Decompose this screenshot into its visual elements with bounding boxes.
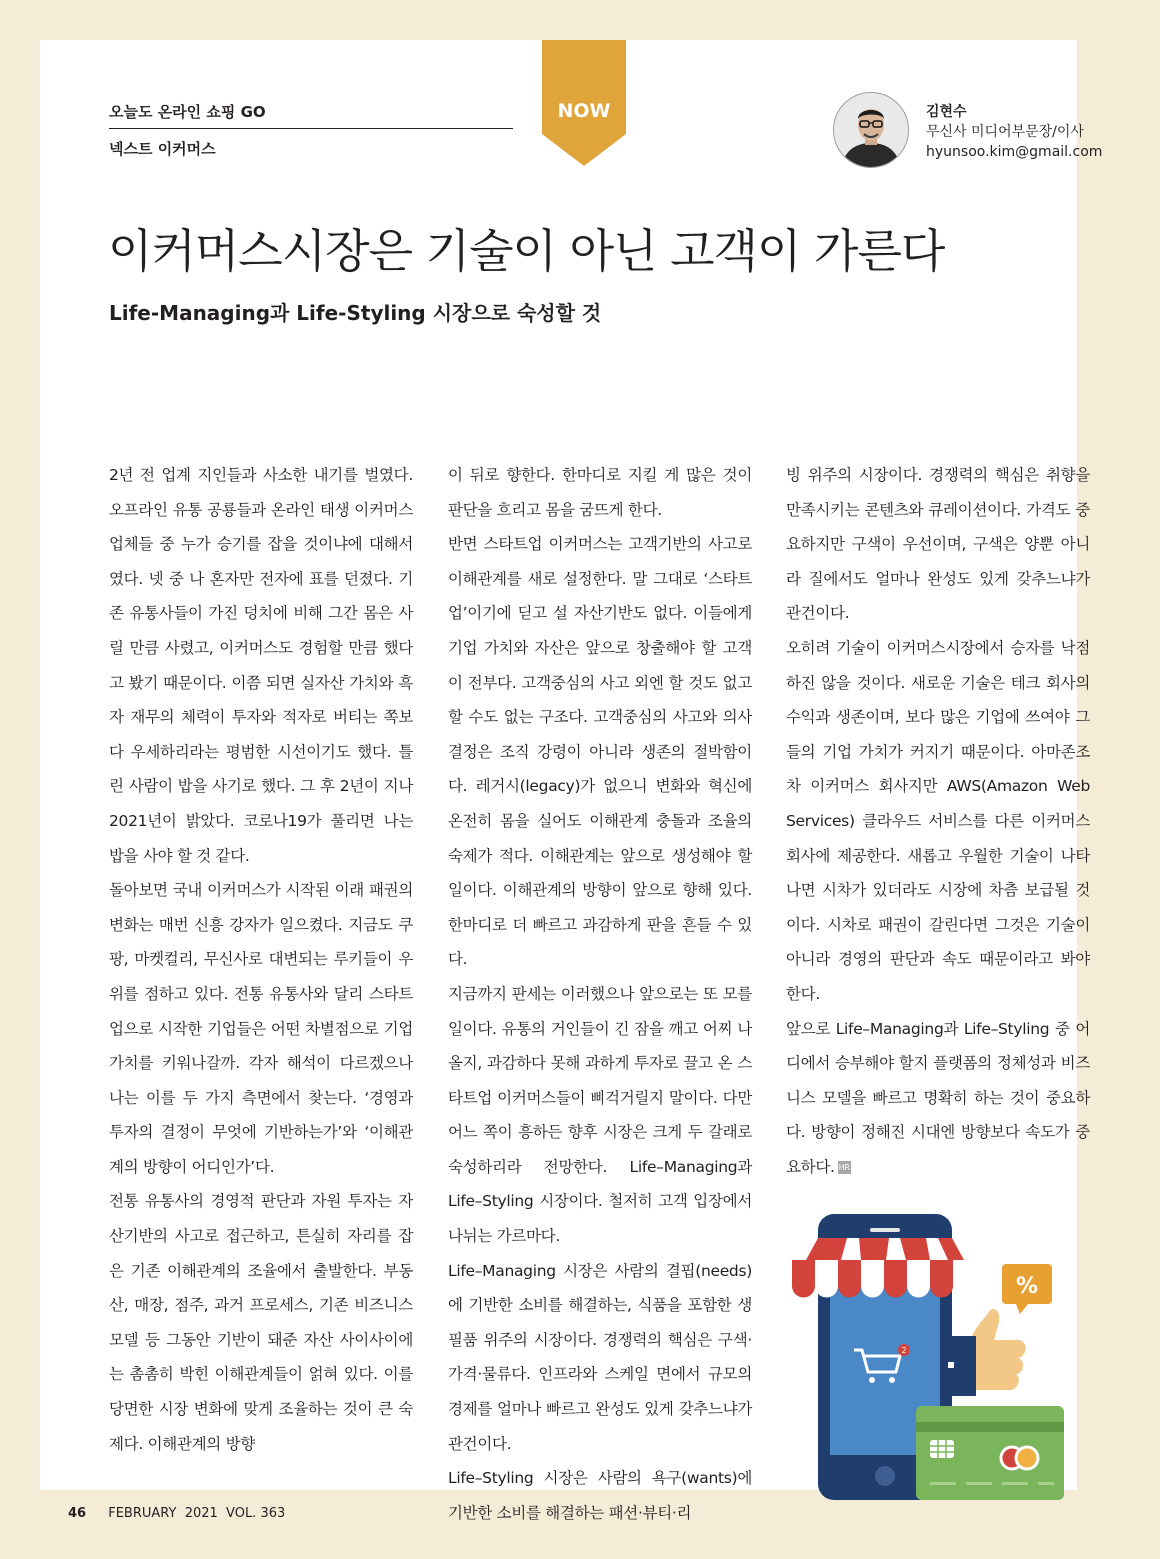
- author-title: 무신사 미디어부문장/이사: [926, 124, 1084, 140]
- article-title: 이커머스시장은 기술이 아닌 고객이 가른다: [108, 224, 945, 278]
- paragraph: 지금까지 판세는 이러했으나 앞으로는 또 모를 일이다. 유통의 거인들이 긴 잠을 깨고 어찌 나올지, 과감하다 못해 과하게 투자로 끌고 온 스타트업 이커머스들이 삐걱거릴지 말이다. 다만 어느 쪽이 흥하든 향후 시장은 크게 두 갈래로 숙성하리라 전망한다. Life–Managing과 Life–Styling 시장이다. 철저히 고객 입장에서 나뉘는 가르마다.: [448, 984, 752, 1246]
- section-header: [109, 101, 513, 159]
- author-email[interactable]: hyunsoo.kim@gmail.com: [926, 144, 1103, 160]
- shopping-phone-icon: [780, 1210, 1080, 1505]
- paragraph: 2년 전 업계 지인들과 사소한 내기를 벌였다. 오프라인 유통 공룡들과 온라인 태생 이커머스 업체들 중 누가 승기를 잡을 것이냐에 대해서였다. 넷 중 나 혼자만 전자에 표를 던졌다. 기존 유통사들이 가진 덩치에 비해 그간 몸은 사릴 만큼 사렸고, 이커머스도 경험할 만큼 했다고 봤기 때문이다. 이쯤 되면 실자산 가치와 흑자 재무의 체력이 투자와 적자로 버티는 쪽보다 우세하리라는 평범한 시선이기도 했다. 틀린 사람이 밥을 사기로 했다. 그 후 2년이 지나 2021년이 밝았다. 코로나19가 풀리면 나는 밥을 사야 할 것 같다.: [109, 466, 413, 865]
- discount-tag-icon: [1002, 1264, 1052, 1314]
- paragraph: 돌아보면 국내 이커머스가 시작된 이래 패권의 변화는 매번 신흥 강자가 일으켰다. 지금도 쿠팡, 마켓컬리, 무신사로 대변되는 루키들이 우위를 점하고 있다. 전통 유통사와 달리 스타트업으로 시작한 기업들은 어떤 차별점으로 기업 가치를 키워나갈까. 각자 해석이 다르겠으나 나는 이를 두 가지 측면에서 찾는다. ‘경영과 투자의 결정이 무엇에 기반하는가’와 ‘이해관계의 방향이 어디인가’다.: [109, 881, 413, 1176]
- avatar: [833, 92, 909, 168]
- paragraph: 반면 스타트업 이커머스는 고객기반의 사고로 이해관계를 새로 설정한다. 말 그대로 ‘스타트업’이기에 딛고 설 자산기반도 없다. 이들에게 기업 가치와 자산은 앞으로 창출해야 할 고객이 전부다. 고객중심의 사고 외엔 할 것도 없고 할 수도 없는 구조다. 고객중심의 사고와 의사결정은 조직 강령이 아니라 생존의 절박함이다. 레거시(legacy)가 없으니 변화와 혁신에 온전히 몸을 실어도 이해관계 충돌과 조율의 숙제가 적다. 이해관계는 앞으로 생성해야 할 일이다. 이해관계의 방향이 앞으로 향해 있다. 한마디로 더 빠르고 과감하게 판을 흔들 수 있다.: [448, 535, 752, 969]
- credit-card-icon: [916, 1406, 1064, 1500]
- paragraph: 오히려 기술이 이커머스시장에서 승자를 낙점하진 않을 것이다. 새로운 기술은 테크 회사의 수익과 생존이며, 보다 많은 기업에 쓰여야 그들의 기업 가치가 커지기 때문이다. 아마존조차 이커머스 회사지만 AWS(Amazon Web Services) 클라우드 서비스를 다른 이커머스 회사에 제공한다. 새롭고 우월한 기술이 나타나면 시차가 있더라도 시장에 차츰 보급될 것이다. 시차로 패권이 갈린다면 그것은 기술이 아니라 경영의 판단과 속도 때문이라고 봐야 한다.: [786, 638, 1090, 1003]
- page-footer: [68, 1506, 285, 1521]
- now-tab: [542, 40, 626, 166]
- section-title: 오늘도 온라인 쇼핑 GO: [109, 101, 513, 129]
- last-paragraph-text: 앞으로 Life–Managing과 Life–Styling 중 어디에서 승부해야 할지 플랫폼의 정체성과 비즈니스 모델을 빠르고 명확히 하는 것이 중요하다. 방향이 정해진 시대엔 방향보다 속도가 중요하다.: [786, 1019, 1090, 1176]
- thumbs-up-icon: [942, 1309, 1026, 1396]
- paragraph: [786, 1012, 1090, 1185]
- page-number: 46: [68, 1506, 87, 1521]
- body-column-2: [448, 458, 752, 1530]
- now-tab-label: NOW: [557, 100, 611, 122]
- ecommerce-illustration: [780, 1210, 1080, 1509]
- paragraph: 빙 위주의 시장이다. 경쟁력의 핵심은 취향을 만족시키는 콘텐츠와 큐레이션이다. 가격도 중요하지만 구색이 우선이며, 구색은 양뿐 아니라 질에서도 얼마나 완성도 있게 갖추느냐가 관건이다.: [786, 466, 1090, 623]
- paragraph: 이 뒤로 향한다. 한마디로 지킬 게 많은 것이 판단을 흐리고 몸을 굼뜨게 한다.: [448, 466, 752, 519]
- article-subtitle: Life-Managing과 Life-Styling 시장으로 숙성할 것: [109, 301, 602, 325]
- paragraph: Life–Managing 시장은 사람의 결핍(needs)에 기반한 소비를 해결하는, 식품을 포함한 생필품 위주의 시장이다. 경쟁력의 핵심은 구색·가격·물류다. 인프라와 스케일 면에서 규모의 경제를 얼마나 빠르고 완성도 있게 갖추느냐가 관건이다.: [448, 1261, 752, 1453]
- author-name: 김현수: [926, 104, 967, 120]
- paragraph: Life–Styling 시장은 사람의 욕구(wants)에 기반한 소비를 해결하는 패션·뷰티·리: [448, 1469, 752, 1522]
- issue-info: FEBRUARY 2021 VOL. 363: [108, 1506, 286, 1521]
- end-mark-icon: HR: [838, 1162, 850, 1172]
- paragraph: 전통 유통사의 경영적 판단과 자원 투자는 자산기반의 사고로 접근하고, 튼실히 자리를 잡은 기존 이해관계의 조율에서 출발한다. 부동산, 매장, 점주, 과거 프로세스, 기존 비즈니스 모델 등 그동안 기반이 돼준 자산 사이사이에는 촘촘히 박힌 이해관계들이 얽혀 있다. 이를 당면한 시장 변화에 맞게 조율하는 것이 큰 숙제다. 이해관계의 방향: [109, 1192, 413, 1453]
- cart-badge: 2: [901, 1346, 907, 1355]
- author-info: [926, 102, 1116, 162]
- subsection-title: 넥스트 이커머스: [109, 140, 216, 158]
- body-column-1: [109, 458, 413, 1461]
- body-column-3: [786, 458, 1090, 1184]
- discount-label: %: [1015, 1274, 1039, 1299]
